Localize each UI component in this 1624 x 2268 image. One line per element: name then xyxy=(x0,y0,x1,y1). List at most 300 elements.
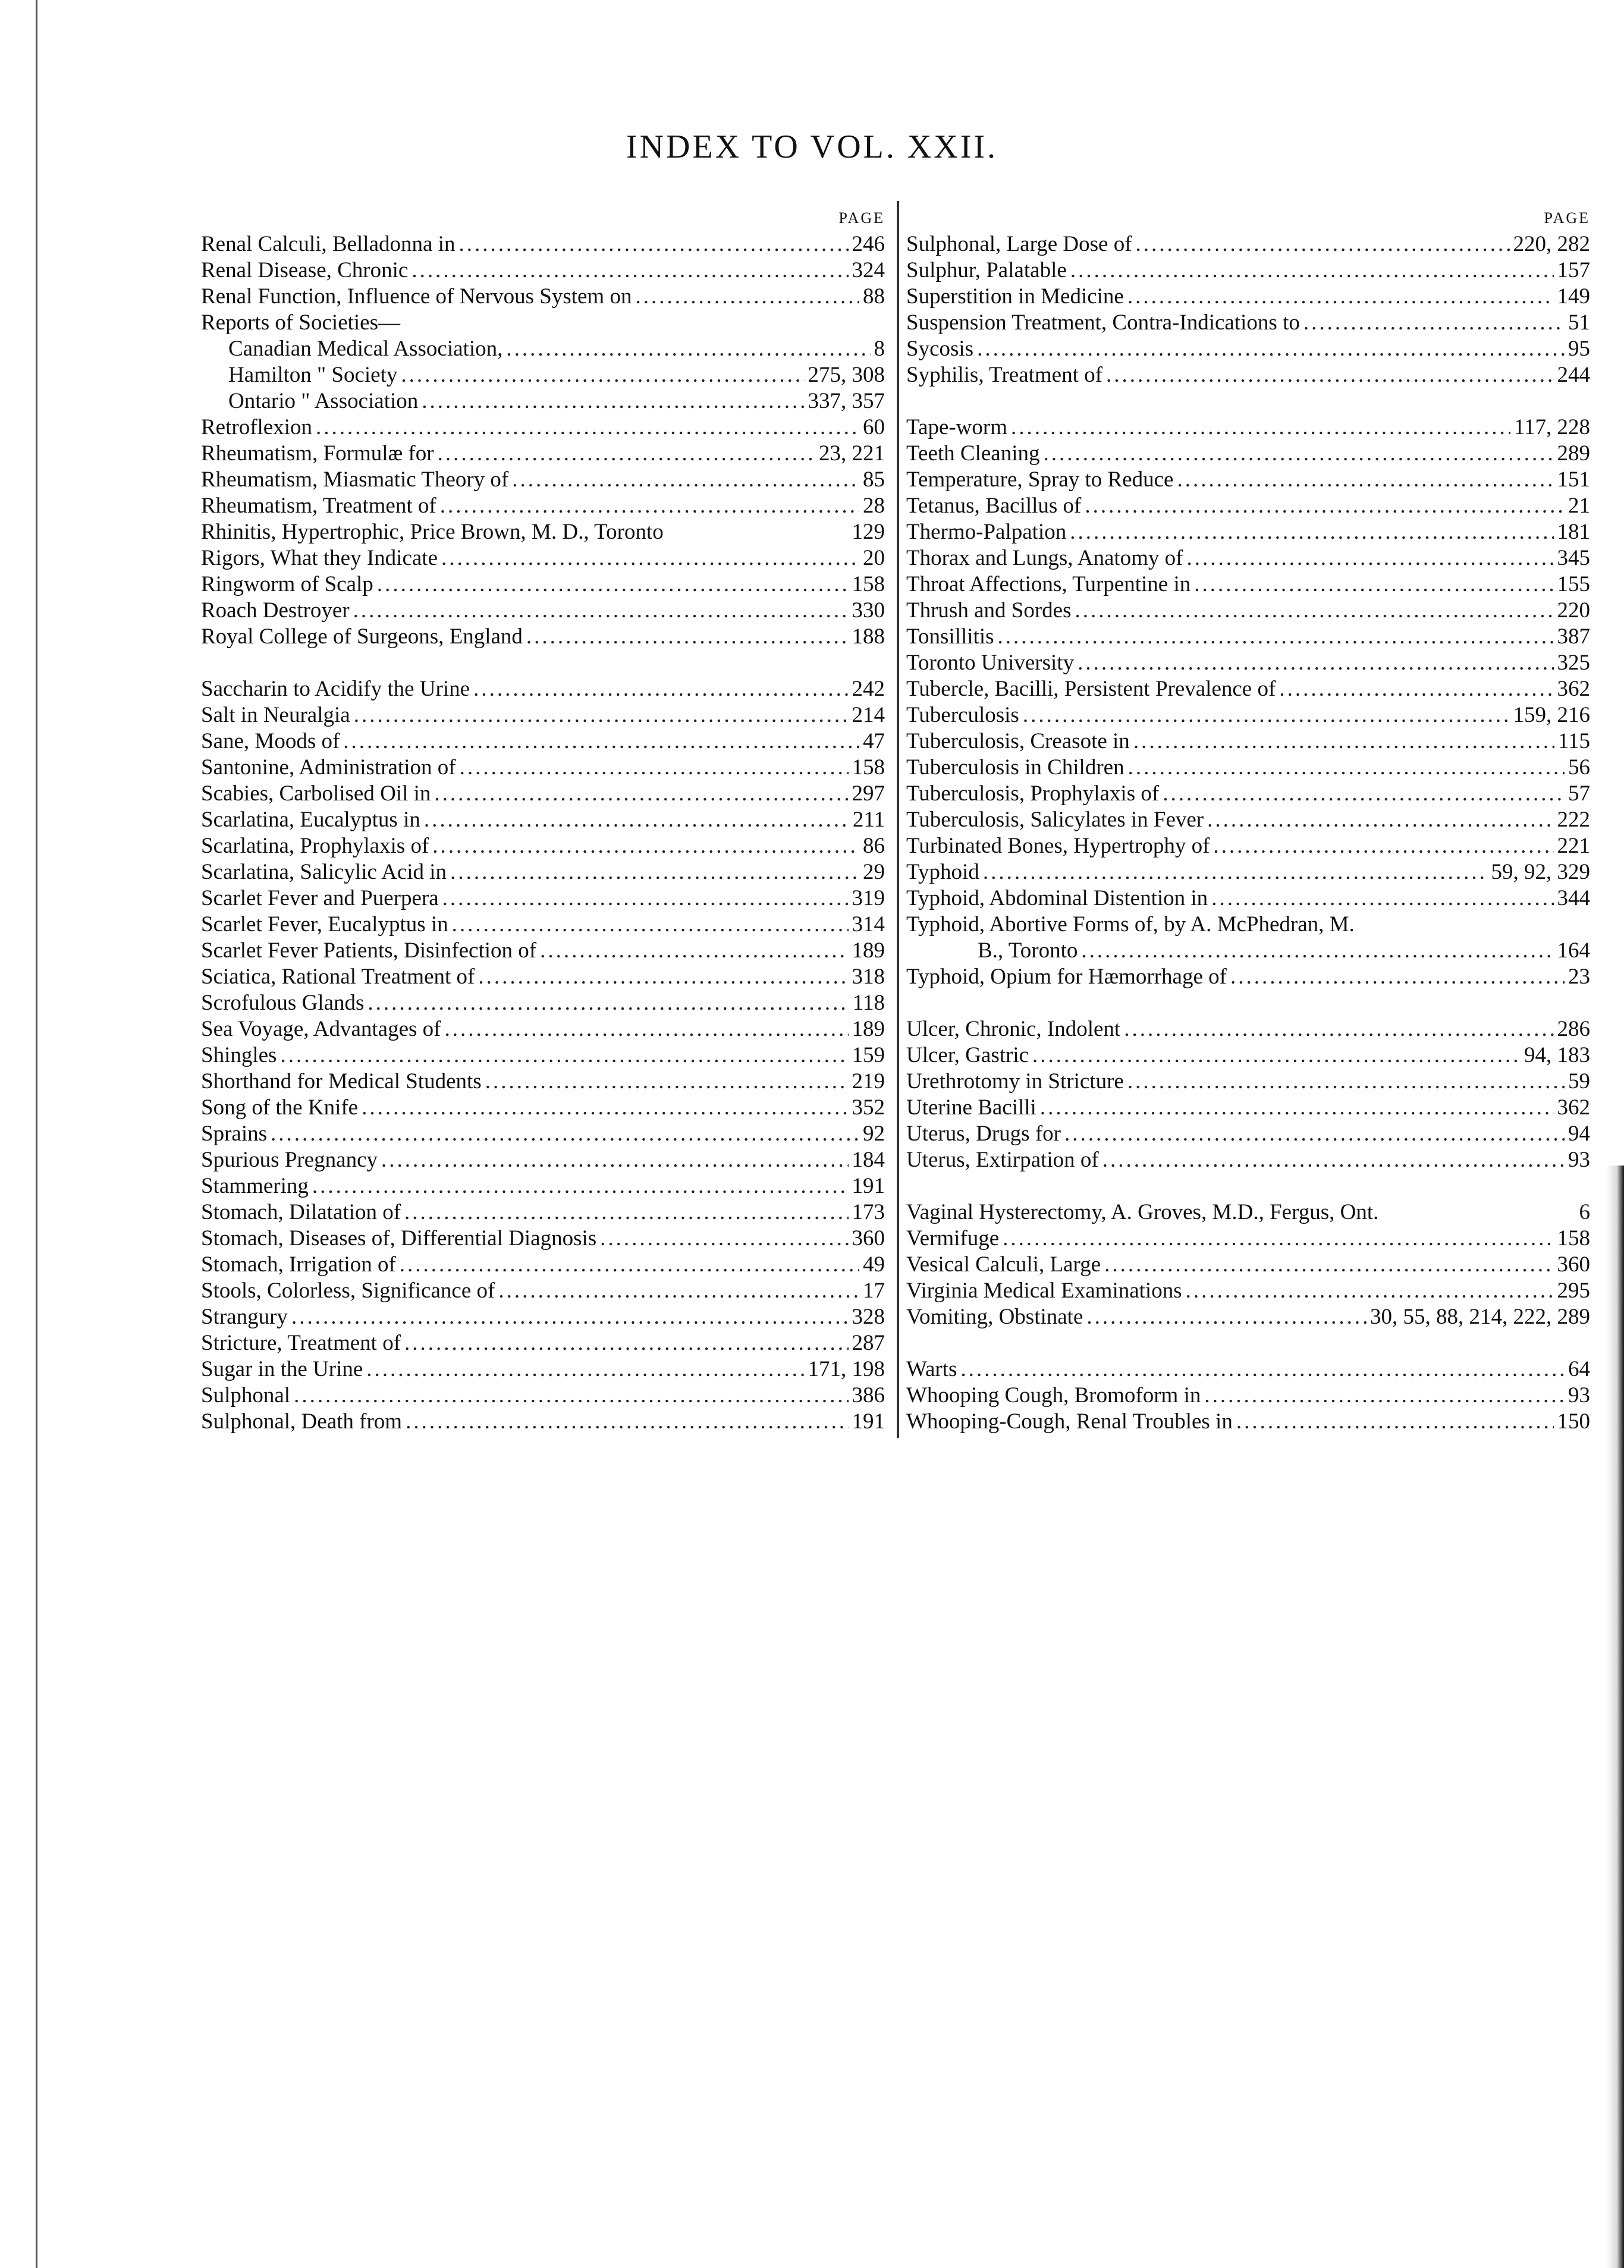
index-entry xyxy=(906,231,1590,257)
leader-dots xyxy=(294,1383,848,1409)
entry-term: Retroflexion xyxy=(201,415,313,439)
entry-term: Toronto University xyxy=(906,651,1075,675)
index-entry xyxy=(201,1252,885,1278)
leader-dots xyxy=(412,257,848,284)
entry-page: 159 xyxy=(852,1043,885,1067)
entry-page: 47 xyxy=(863,729,885,753)
entry-page: 92 xyxy=(863,1122,885,1146)
index-entry xyxy=(906,1278,1590,1304)
leader-dots xyxy=(1086,1304,1367,1330)
entry-page: 387 xyxy=(1557,624,1590,649)
entry-page: 189 xyxy=(852,938,885,963)
leader-dots xyxy=(1043,441,1553,467)
entry-term: Stools, Colorless, Significance of xyxy=(201,1279,495,1303)
entry-page: 344 xyxy=(1557,886,1590,910)
leader-dots xyxy=(404,1330,848,1356)
index-entry xyxy=(906,702,1590,728)
entry-page: 30, 55, 88, 214, 222, 289 xyxy=(1370,1305,1590,1329)
entry-page: 59 xyxy=(1568,1069,1590,1094)
leader-dots xyxy=(424,807,849,833)
entry-term: Rigors, What they Indicate xyxy=(201,546,438,570)
entry-page: 93 xyxy=(1568,1383,1590,1408)
leader-dots xyxy=(458,231,848,257)
index-entry xyxy=(906,1147,1590,1173)
entry-page: 28 xyxy=(863,494,885,518)
entry-page: 17 xyxy=(863,1279,885,1303)
entry-term: Scarlet Fever and Puerpera xyxy=(201,886,439,910)
entry-term: Roach Destroyer xyxy=(201,598,350,623)
index-entry xyxy=(201,1226,885,1252)
index-entry xyxy=(201,441,885,467)
leader-dots xyxy=(1128,755,1565,781)
leader-dots xyxy=(1204,1383,1565,1409)
entry-page: 220 xyxy=(1557,598,1590,623)
entry-term: Turbinated Bones, Hypertrophy of xyxy=(906,834,1210,858)
leader-dots xyxy=(291,1304,849,1330)
index-entry xyxy=(906,1199,1590,1226)
entry-term: Vaginal Hysterectomy, A. Groves, M.D., Fergus, Ont. xyxy=(906,1200,1379,1224)
entry-page: 337, 357 xyxy=(808,389,885,413)
entry-page: 318 xyxy=(852,965,885,989)
index-entry xyxy=(906,964,1590,990)
entry-term: B., Toronto xyxy=(978,938,1078,963)
entry-term: Reports of Societies— xyxy=(201,310,401,335)
entry-term: Renal Function, Influence of Nervous System on xyxy=(201,284,632,309)
entry-term: Santonine, Administration of xyxy=(201,755,456,780)
entry-term: Sulphur, Palatable xyxy=(906,258,1067,282)
entry-term: Rhinitis, Hypertrophic, Price Brown, M. D., Toronto xyxy=(201,520,664,544)
entry-term: Rheumatism, Formulæ for xyxy=(201,441,434,466)
entry-page: 56 xyxy=(1568,755,1590,780)
entry-term: Urethrotomy in Stricture xyxy=(906,1069,1124,1094)
index-entry xyxy=(201,1278,885,1304)
entry-page: 158 xyxy=(852,572,885,596)
index-entry xyxy=(906,362,1590,388)
entry-page: 328 xyxy=(852,1305,885,1329)
leader-dots xyxy=(1211,885,1553,912)
index-entry xyxy=(906,755,1590,781)
entry-page: 219 xyxy=(852,1069,885,1094)
index-entry xyxy=(201,938,885,964)
index-entry xyxy=(201,807,885,833)
entry-term: Tuberculosis xyxy=(906,703,1019,727)
leader-dots xyxy=(1032,1042,1521,1069)
leader-dots xyxy=(381,1147,849,1173)
entry-page: 23 xyxy=(1568,965,1590,989)
index-entry xyxy=(201,702,885,728)
index-entry xyxy=(906,781,1590,807)
leader-dots xyxy=(485,1069,849,1095)
leader-dots xyxy=(312,1173,849,1199)
entry-term: Tonsillitis xyxy=(906,624,994,649)
entry-term: Uterine Bacilli xyxy=(906,1095,1036,1120)
leader-dots xyxy=(438,441,815,467)
entry-page: 188 xyxy=(852,624,885,649)
entry-term: Rheumatism, Treatment of xyxy=(201,494,436,518)
entry-page: 51 xyxy=(1568,310,1590,335)
entry-page: 330 xyxy=(852,598,885,623)
entry-term: Scrofulous Glands xyxy=(201,991,365,1015)
leader-dots xyxy=(450,859,859,885)
leader-dots xyxy=(441,545,859,571)
index-entry xyxy=(201,362,885,388)
leader-dots xyxy=(600,1226,848,1252)
index-entry xyxy=(201,467,885,493)
entry-page: 86 xyxy=(863,834,885,858)
leader-dots xyxy=(1127,1069,1565,1095)
index-column-right xyxy=(906,205,1590,1435)
entry-page: 93 xyxy=(1568,1148,1590,1172)
entry-page: 314 xyxy=(852,912,885,937)
index-entry xyxy=(201,833,885,859)
entry-page: 95 xyxy=(1568,337,1590,361)
index-entry xyxy=(906,1252,1590,1278)
index-entry xyxy=(906,1095,1590,1121)
index-entry xyxy=(201,231,885,257)
entry-term: Scarlatina, Prophylaxis of xyxy=(201,834,429,858)
section-gap xyxy=(906,388,1590,414)
leader-dots xyxy=(377,571,849,598)
entry-term: Stomach, Irrigation of xyxy=(201,1252,396,1277)
entry-term: Tuberculosis, Creasote in xyxy=(906,729,1130,753)
leader-dots xyxy=(1236,1409,1554,1435)
leader-dots xyxy=(1075,598,1553,624)
leader-dots xyxy=(1081,938,1553,964)
entry-page: 181 xyxy=(1557,520,1590,544)
scan-edge-right xyxy=(1606,1166,1624,2268)
index-entry xyxy=(201,990,885,1016)
index-entry xyxy=(201,964,885,990)
entry-term: Teeth Cleaning xyxy=(906,441,1040,466)
entry-page: 151 xyxy=(1557,467,1590,492)
leader-dots xyxy=(1194,571,1553,598)
entry-page: 23, 221 xyxy=(819,441,885,466)
index-entry xyxy=(201,1016,885,1042)
index-entry xyxy=(906,1016,1590,1042)
index-entry xyxy=(906,1121,1590,1147)
entry-term: Sycosis xyxy=(906,337,974,361)
leader-dots xyxy=(1230,964,1565,990)
index-entry xyxy=(906,414,1590,441)
entry-term: Tape-worm xyxy=(906,415,1008,439)
entry-term: Vomiting, Obstinate xyxy=(906,1305,1083,1329)
index-entry xyxy=(906,807,1590,833)
index-entry xyxy=(201,336,885,362)
section-gap xyxy=(906,1173,1590,1199)
index-entry xyxy=(201,885,885,912)
leader-dots xyxy=(271,1121,859,1147)
entry-term: Sulphonal xyxy=(201,1383,291,1408)
index-entry xyxy=(201,781,885,807)
entry-page: 57 xyxy=(1568,781,1590,806)
entry-page: 242 xyxy=(852,677,885,701)
index-entry xyxy=(906,441,1590,467)
entry-page: 360 xyxy=(852,1226,885,1251)
entry-page: 129 xyxy=(852,520,885,544)
entry-term: Typhoid, Abdominal Distention in xyxy=(906,886,1208,910)
entry-term: Strangury xyxy=(201,1305,288,1329)
entry-term: Whooping-Cough, Renal Troubles in xyxy=(906,1409,1233,1434)
index-column-left xyxy=(201,205,885,1435)
index-entry xyxy=(906,728,1590,755)
leader-dots xyxy=(1003,1226,1553,1252)
entry-page: 158 xyxy=(1557,1226,1590,1251)
leader-dots xyxy=(440,493,859,519)
entry-page: 211 xyxy=(852,808,885,832)
column-divider xyxy=(897,201,899,1438)
leader-dots xyxy=(452,912,849,938)
index-entry xyxy=(906,284,1590,310)
leader-dots xyxy=(1187,545,1554,571)
leader-dots xyxy=(343,728,859,755)
entry-term: Ulcer, Gastric xyxy=(906,1043,1029,1067)
entry-page: 362 xyxy=(1557,677,1590,701)
entry-page: 164 xyxy=(1557,938,1590,963)
index-entry xyxy=(201,284,885,310)
leader-dots xyxy=(280,1042,848,1069)
index-entry xyxy=(906,336,1590,362)
entry-page: 189 xyxy=(852,1017,885,1041)
entry-page: 246 xyxy=(852,232,885,256)
leader-dots xyxy=(960,1356,1565,1383)
entry-term: Hamilton " Society xyxy=(228,363,398,387)
entry-term: Renal Calculi, Belladonna in xyxy=(201,232,456,256)
entry-term: Scarlet Fever Patients, Disinfection of xyxy=(201,938,537,963)
entry-page: 319 xyxy=(852,886,885,910)
index-entry xyxy=(906,1356,1590,1383)
leader-dots xyxy=(473,676,848,702)
leader-dots xyxy=(1070,257,1554,284)
entry-term: Ringworm of Scalp xyxy=(201,572,373,596)
entry-term: Tuberculosis, Salicylates in Fever xyxy=(906,808,1204,832)
index-entry xyxy=(906,912,1590,938)
leader-dots xyxy=(404,1199,848,1226)
index-entry xyxy=(201,1356,885,1383)
entry-term: Tubercle, Bacilli, Persistent Prevalence of xyxy=(906,677,1276,701)
leader-dots xyxy=(1070,519,1553,545)
index-list-left xyxy=(201,231,885,1435)
leader-dots xyxy=(1106,362,1554,388)
leader-dots xyxy=(1303,310,1565,336)
entry-page: 64 xyxy=(1568,1357,1590,1381)
entry-term: Stammering xyxy=(201,1174,309,1198)
entry-term: Stomach, Diseases of, Differential Diagnosis xyxy=(201,1226,597,1251)
entry-page: 158 xyxy=(852,755,885,780)
leader-dots xyxy=(366,1356,804,1383)
entry-term: Warts xyxy=(906,1357,957,1381)
leader-dots xyxy=(460,755,849,781)
index-entry xyxy=(201,1173,885,1199)
entry-term: Sprains xyxy=(201,1122,267,1146)
index-entry xyxy=(906,545,1590,571)
entry-page: 345 xyxy=(1557,546,1590,570)
leader-dots xyxy=(1163,781,1565,807)
leader-dots xyxy=(434,781,848,807)
index-entry xyxy=(201,1199,885,1226)
index-entry xyxy=(906,571,1590,598)
leader-dots xyxy=(998,624,1554,650)
index-entry xyxy=(201,1409,885,1435)
index-entry xyxy=(906,493,1590,519)
entry-page: 157 xyxy=(1557,258,1590,282)
leader-dots xyxy=(400,1252,859,1278)
index-entry xyxy=(906,1409,1590,1435)
index-entry xyxy=(201,728,885,755)
entry-term: Sulphonal, Death from xyxy=(201,1409,403,1434)
leader-dots xyxy=(1078,650,1553,676)
index-entry xyxy=(201,624,885,650)
entry-page: 352 xyxy=(852,1095,885,1120)
entry-page: 171, 198 xyxy=(808,1357,885,1381)
leader-dots xyxy=(1213,833,1553,859)
entry-term: Superstition in Medicine xyxy=(906,284,1124,309)
entry-term: Scarlatina, Salicylic Acid in xyxy=(201,860,447,884)
index-entry xyxy=(906,885,1590,912)
entry-term: Typhoid, Abortive Forms of, by A. McPhedran, M. xyxy=(906,912,1355,937)
leader-dots xyxy=(354,702,849,728)
entry-term: Typhoid xyxy=(906,860,979,884)
section-gap xyxy=(906,990,1590,1016)
index-entry xyxy=(906,467,1590,493)
entry-term: Thermo-Palpation xyxy=(906,520,1067,544)
leader-dots xyxy=(478,964,848,990)
entry-page: 21 xyxy=(1568,494,1590,518)
entry-term: Shorthand for Medical Students xyxy=(201,1069,482,1094)
scan-edge-left xyxy=(36,0,37,2268)
entry-page: 6 xyxy=(1579,1200,1590,1224)
leader-dots xyxy=(506,336,870,362)
entry-term: Scarlatina, Eucalyptus in xyxy=(201,808,420,832)
leader-dots xyxy=(1186,1278,1554,1304)
entry-page: 88 xyxy=(863,284,885,309)
entry-page: 244 xyxy=(1557,363,1590,387)
index-entry xyxy=(906,650,1590,676)
entry-page: 117, 228 xyxy=(1513,415,1590,439)
index-entry xyxy=(201,1304,885,1330)
entry-term: Uterus, Extirpation of xyxy=(906,1148,1099,1172)
leader-dots xyxy=(1177,467,1553,493)
leader-dots xyxy=(977,336,1565,362)
entry-page: 191 xyxy=(852,1409,885,1434)
entry-page: 115 xyxy=(1557,729,1590,753)
entry-term: Uterus, Drugs for xyxy=(906,1122,1061,1146)
entry-term: Scarlet Fever, Eucalyptus in xyxy=(201,912,448,937)
entry-term: Royal College of Surgeons, England xyxy=(201,624,523,649)
section-gap xyxy=(201,650,885,676)
leader-dots xyxy=(1127,284,1554,310)
entry-page: 85 xyxy=(863,467,885,492)
index-entry xyxy=(906,833,1590,859)
entry-page: 297 xyxy=(852,781,885,806)
index-entry xyxy=(906,938,1590,964)
entry-term: Syphilis, Treatment of xyxy=(906,363,1102,387)
leader-dots xyxy=(1207,807,1553,833)
leader-dots xyxy=(445,1016,849,1042)
entry-term: Stricture, Treatment of xyxy=(201,1331,401,1355)
entry-term: Vermifuge xyxy=(906,1226,1000,1251)
index-entry xyxy=(906,859,1590,885)
leader-dots xyxy=(432,833,859,859)
entry-term: Shingles xyxy=(201,1043,277,1067)
entry-page: 173 xyxy=(852,1200,885,1224)
leader-dots xyxy=(1023,702,1510,728)
index-entry xyxy=(906,624,1590,650)
index-entry xyxy=(201,1069,885,1095)
leader-dots xyxy=(1102,1147,1565,1173)
entry-term: Virginia Medical Examinations xyxy=(906,1279,1182,1303)
entry-page: 118 xyxy=(852,991,885,1015)
index-entry xyxy=(201,1383,885,1409)
index-entry xyxy=(201,1147,885,1173)
leader-dots xyxy=(635,284,859,310)
leader-dots xyxy=(1085,493,1565,519)
index-entry xyxy=(906,1069,1590,1095)
entry-page: 94, 183 xyxy=(1524,1043,1590,1067)
entry-page: 49 xyxy=(863,1252,885,1277)
entry-page: 362 xyxy=(1557,1095,1590,1120)
entry-page: 29 xyxy=(863,860,885,884)
index-entry xyxy=(201,1121,885,1147)
entry-page: 149 xyxy=(1557,284,1590,309)
entry-term: Salt in Neuralgia xyxy=(201,703,350,727)
entry-page: 221 xyxy=(1557,834,1590,858)
entry-page: 386 xyxy=(852,1383,885,1408)
entry-term: Suspension Treatment, Contra-Indications to xyxy=(906,310,1300,335)
entry-term: Ulcer, Chronic, Indolent xyxy=(906,1017,1121,1041)
index-entry xyxy=(201,755,885,781)
entry-term: Temperature, Spray to Reduce xyxy=(906,467,1174,492)
entry-page: 155 xyxy=(1557,572,1590,596)
index-entry xyxy=(201,571,885,598)
entry-page: 60 xyxy=(863,415,885,439)
index-entry xyxy=(906,1042,1590,1069)
index-entry xyxy=(906,257,1590,284)
leader-dots xyxy=(422,388,804,414)
index-entry xyxy=(201,414,885,441)
entry-term: Ontario " Association xyxy=(228,389,419,413)
entry-page: 287 xyxy=(852,1331,885,1355)
entry-page: 275, 308 xyxy=(808,363,885,387)
index-entry xyxy=(201,310,885,336)
entry-page: 191 xyxy=(852,1174,885,1198)
entry-page: 289 xyxy=(1557,441,1590,466)
leader-dots xyxy=(1104,1252,1553,1278)
page-title: INDEX TO VOL. XXII. xyxy=(626,128,998,165)
entry-term: Sciatica, Rational Treatment of xyxy=(201,965,475,989)
entry-term: Sane, Moods of xyxy=(201,729,340,753)
entry-term: Stomach, Dilatation of xyxy=(201,1200,401,1224)
leader-dots xyxy=(1133,728,1554,755)
leader-dots xyxy=(540,938,848,964)
index-entry xyxy=(906,1226,1590,1252)
index-entry xyxy=(201,1330,885,1356)
index-entry xyxy=(906,519,1590,545)
entry-page: 159, 216 xyxy=(1513,703,1590,727)
index-entry xyxy=(201,519,885,545)
index-entry xyxy=(201,598,885,624)
entry-term: Sugar in the Urine xyxy=(201,1357,363,1381)
entry-page: 222 xyxy=(1557,808,1590,832)
entry-page: 184 xyxy=(852,1148,885,1172)
section-gap xyxy=(906,1330,1590,1356)
index-entry xyxy=(906,676,1590,702)
leader-dots xyxy=(406,1409,848,1435)
entry-page: 360 xyxy=(1557,1252,1590,1277)
entry-page: 94 xyxy=(1568,1122,1590,1146)
entry-term: Sea Voyage, Advantages of xyxy=(201,1017,441,1041)
leader-dots xyxy=(498,1278,859,1304)
index-list-right xyxy=(906,231,1590,1435)
